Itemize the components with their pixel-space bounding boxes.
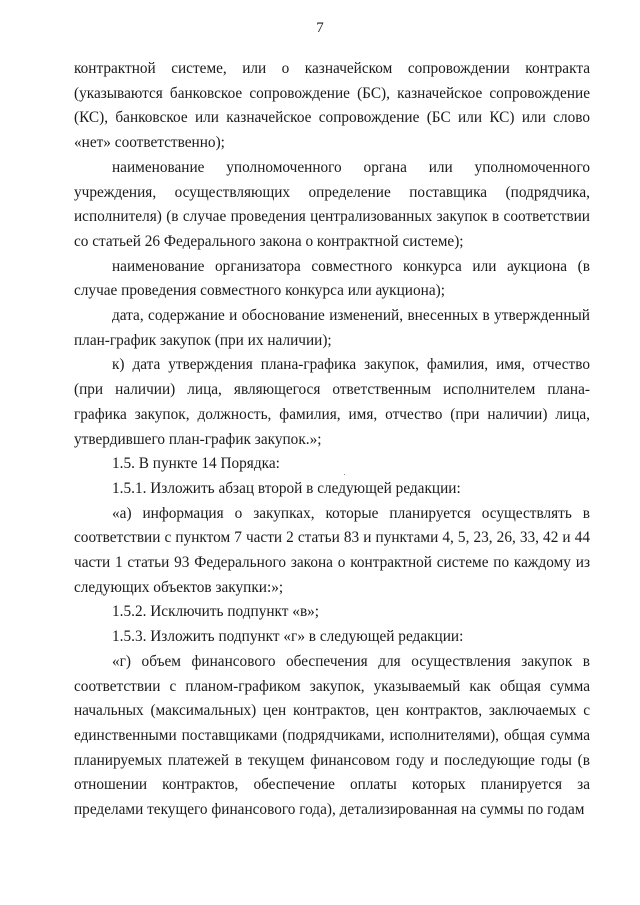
paragraph-section-1-5-1: 1.5.1. Изложить абзац второй в следующей редакции: <box>112 479 461 497</box>
paragraph-section-1-5-2: 1.5.2. Исключить подпункт «в»; <box>112 603 320 621</box>
paragraph-subitem-a: «а) информация о закупках, которые планируется осуществлять в соответствии с пунктом 7 части 2 статьи 83 и пунктами 4, 5, 23, 26, 33, 42 и 44 части 1 статьи 93 Федерального закона о контрактной системе по каждому из следующих объектов закупки:»; <box>74 504 590 596</box>
scan-speck <box>344 474 345 475</box>
paragraph-joint-tender-organizer: наименование организатора совместного конкурса или аукциона (в случае проведения совместного конкурса или аукциона); <box>74 257 590 300</box>
document-body <box>74 57 590 823</box>
paragraph-subitem-g: «г) объем финансового обеспечения для осуществления закупок в соответствии с планом-графиком закупок, указываемый как общая сумма начальных (максимальных) цен контрактов, цен контрактов, заключаемых с единственными поставщиками (подрядчиками, исполнителями), общая сумма планируемых платежей в текущем финансовом году и последующие годы (в отношении контрактов, обеспечение оплаты которых планируется за пределами текущего финансового года), детализированная на суммы по годам <box>74 652 590 819</box>
paragraph-changes-info: дата, содержание и обоснование изменений, внесенных в утвержденный план-график закупок (при их наличии); <box>74 307 590 349</box>
paragraph-contract-escort: контрактной системе, или о казначейском сопровождении контракта (указываются банковское сопровождение (БС), казначейское сопровождение (КС), банковское или казначейское сопровождение (БС или КС) или слово «нет» соответственно); <box>74 60 590 152</box>
paragraph-section-1-5: 1.5. В пункте 14 Порядка: <box>112 455 280 473</box>
paragraph-section-1-5-3: 1.5.3. Изложить подпункт «г» в следующей редакции: <box>112 628 464 646</box>
page-number: 7 <box>316 20 324 36</box>
paragraph-authorized-body: наименование уполномоченного органа или уполномоченного учреждения, осуществляющих определение поставщика (подрядчика, исполнителя) (в случае проведения централизованных закупок в соответствии со статьей 26 Федерального закона о контрактной системе); <box>74 158 590 250</box>
paragraph-subitem-k: к) дата утверждения плана-графика закупок, фамилия, имя, отчество (при наличии) лица, являющегося ответственным исполнителем плана-графика закупок, должность, фамилия, имя, отчество (при наличии) лица, утвердившего план-график закупок.»; <box>74 356 590 448</box>
